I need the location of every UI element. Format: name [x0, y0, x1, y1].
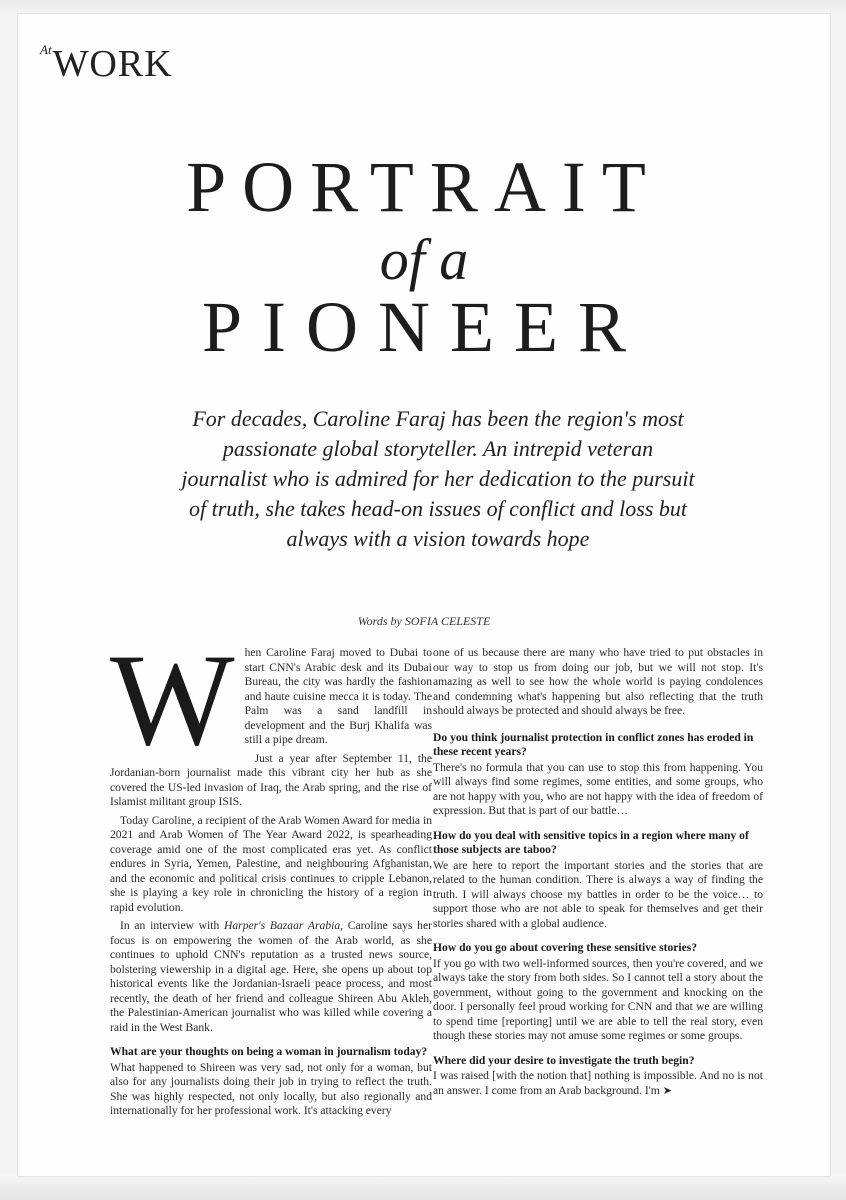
answer-text: I was raised [with the notion that] nothing is impossible. And no is not an answer. I come from an Arab background. I'm: [433, 1069, 763, 1097]
article-column-right: [433, 646, 763, 1102]
question-heading: Where did your desire to investigate the truth begin?: [433, 1053, 695, 1067]
paragraph: hen Caroline Faraj moved to Dubai to start CNN's Arabic desk and its Dubai Bureau, the city was hardly the fashion and haute cuisine mecca it is today. The Palm was a sand landfill in development and the Burj Khalifa was still a pipe dream.: [244, 646, 432, 746]
answer-paragraph: There's no formula that you can use to stop this from happening. You will always find some regimes, some entities, and some groups, who are not happy with you, who are not happy with the idea of freedom of expression. But that is part of our battle…: [433, 760, 763, 817]
paragraph: Today Caroline, a recipient of the Arab Women Award for media in 2021 and Arab Women of The Year Award 2022, is spearheading coverage amid one of the most complicated eras yet. As conflict endures in Syria, Yemen, Palestine, and neighbouring Afghanistan, and the economic and political crisis continues to cripple Lebanon, she is playing a key role in chronicling the history of a region in rapid evolution.: [110, 813, 432, 914]
answer-paragraph: We are here to report the important stories and the stories that are related to the human condition. There is always a way of finding the truth. I will always choose my battles in order to be the voice… to support those who are not able to speak for themselves and get their stories shared with a global audience.: [433, 858, 763, 930]
headline-line-3: PIONEER: [202, 287, 646, 367]
paragraph-text: In an interview with: [120, 919, 225, 932]
question-heading: How do you go about covering these sensitive stories?: [433, 941, 698, 954]
publication-title: Harper's Bazaar Arabia: [224, 919, 341, 932]
question-heading: How do you deal with sensitive topics in a region where many of those subjects are taboo?: [433, 828, 749, 856]
standfirst: For decades, Caroline Faraj has been the region's most passionate global storyteller. An intrepid veteran journalist who is admired for her dedication to the pursuit of truth, she takes head-on issues of conflict and loss but always with a vision towards hope: [181, 406, 695, 551]
byline: Words by SOFIA CELESTE: [357, 614, 491, 628]
paragraph: [110, 919, 432, 1035]
magazine-page: [18, 14, 830, 1176]
answer-paragraph: What happened to Shireen was very sad, not only for a woman, but also for any journalists doing their job in trying to reflect the truth. She was highly respected, not only locally, but also regionally and internationally for her professional work. It's attacking every: [110, 1060, 432, 1117]
scan-edge-bottom: [0, 1174, 846, 1200]
paragraph-text: , Caroline says her focus is on empowering the women of the Arab world, as she continues to uphold CNN's reputation as a trusted news source, bolstering viewership in a digital age. Here, she opens up about top historical events like the Jordanian-Israeli peace process, and most recently, the death of her friend and colleague Shireen Abu Akleh, the Palestinian-American journalist who was killed while covering a raid in the West Bank.: [110, 919, 432, 1034]
section-tag-small: At: [40, 42, 52, 57]
continue-arrow-icon: ➤: [662, 1083, 672, 1097]
paragraph: Just a year after September 11, the Jordanian-born journalist made this vibrant city her hub as she covered the US-led invasion of Iraq, the Arab spring, and the rise of Islamist militant group ISIS.: [110, 751, 432, 808]
article-column-left: [110, 626, 432, 1123]
answer-paragraph: [433, 1069, 763, 1098]
headline-line-1: PORTRAIT: [186, 147, 662, 227]
answer-paragraph: If you go with two well-informed sources, then you're covered, and we always take the story from both sides. So I cannot tell a story about the government, without going to the government and knocking on the door. I personally feel proud working for CNN and that we are willing to spend time [reporting] until we are able to tell the real story, even though these stories may not amuse some regimes or some groups.: [433, 956, 763, 1042]
drop-cap: W: [110, 626, 235, 773]
paragraph: one of us because there are many who have tried to put obstacles in our way to stop us from doing our job, but we will not stop. It's amazing as well to see how the whole world is paying condolences and condemning what's happening but also reflecting that the truth should always be protected and should always be free.: [433, 646, 763, 717]
question-heading: Do you think journalist protection in conflict zones has eroded in these recent years?: [433, 730, 754, 758]
section-tag-big: WORK: [52, 43, 173, 85]
section-tag: [40, 42, 173, 86]
question-heading: What are your thoughts on being a woman in journalism today?: [110, 1045, 428, 1058]
headline-line-2: of a: [379, 227, 469, 292]
